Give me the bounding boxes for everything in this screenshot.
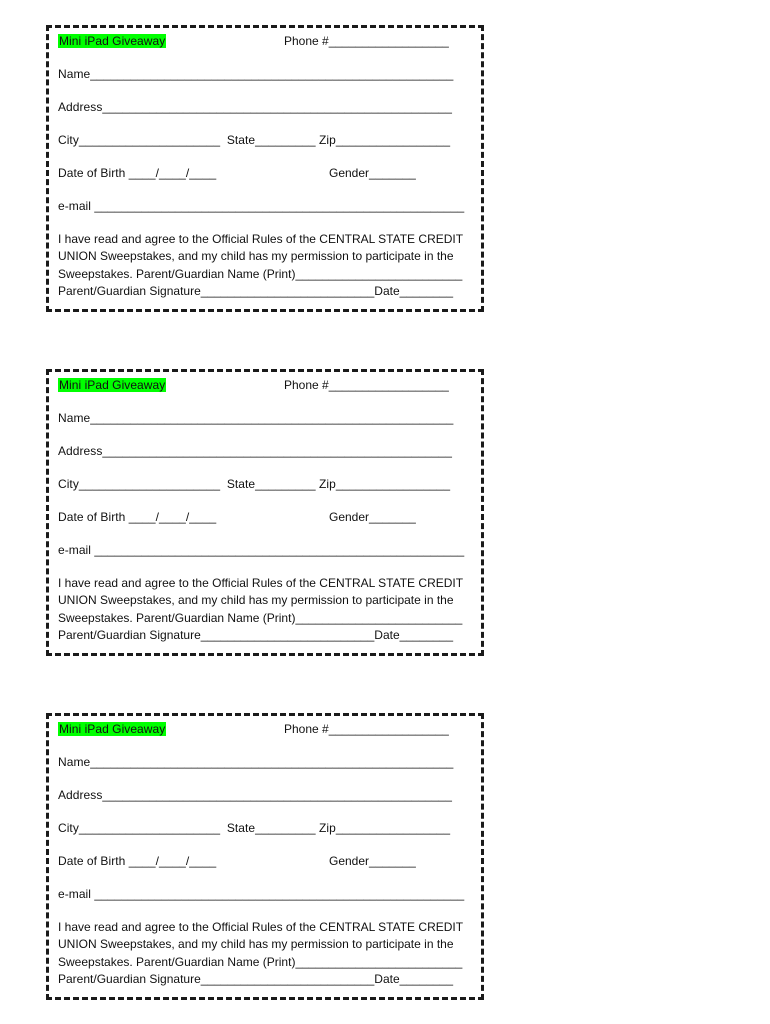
phone-field: Phone #__________________ <box>284 34 449 48</box>
agreement-line: Sweepstakes. Parent/Guardian Name (Print)_________________________ <box>58 954 463 969</box>
city-state-zip-field: City_____________________ State_________ Zip_________________ <box>58 821 451 835</box>
form-title-row <box>58 722 166 736</box>
agreement-line: Parent/Guardian Signature__________________________Date________ <box>58 283 454 298</box>
agreement-line: I have read and agree to the Official Rules of the CENTRAL STATE CREDIT <box>58 920 464 934</box>
entry-form-2 <box>46 369 484 656</box>
city-state-zip-field: City_____________________ State_________ Zip_________________ <box>58 133 451 147</box>
agreement-line: Parent/Guardian Signature__________________________Date________ <box>58 971 454 986</box>
agreement-line: Sweepstakes. Parent/Guardian Name (Print)_________________________ <box>58 610 463 625</box>
agreement-line: UNION Sweepstakes, and my child has my permission to participate in the <box>58 937 454 952</box>
agreement-line: UNION Sweepstakes, and my child has my permission to participate in the <box>58 249 454 264</box>
agreement-line: I have read and agree to the Official Rules of the CENTRAL STATE CREDIT <box>58 232 464 246</box>
agreement-line: Sweepstakes. Parent/Guardian Name (Print)_________________________ <box>58 266 463 281</box>
email-field: e-mail _______________________________________________________ <box>58 887 465 901</box>
agreement-text <box>58 231 483 300</box>
date-of-birth-field: Date of Birth ____/____/____ <box>58 510 217 524</box>
address-field: Address____________________________________________________ <box>58 444 453 458</box>
agreement-line: I have read and agree to the Official Rules of the CENTRAL STATE CREDIT <box>58 576 464 590</box>
date-of-birth-field: Date of Birth ____/____/____ <box>58 854 217 868</box>
address-field: Address____________________________________________________ <box>58 100 453 114</box>
phone-field: Phone #__________________ <box>284 378 449 392</box>
gender-field: Gender_______ <box>329 166 416 180</box>
agreement-line: UNION Sweepstakes, and my child has my permission to participate in the <box>58 593 454 608</box>
agreement-text <box>58 919 483 988</box>
email-field: e-mail _______________________________________________________ <box>58 199 465 213</box>
phone-field: Phone #__________________ <box>284 722 449 736</box>
agreement-line: Parent/Guardian Signature__________________________Date________ <box>58 627 454 642</box>
entry-form-1 <box>46 25 484 312</box>
form-title: Mini iPad Giveaway <box>59 722 166 736</box>
form-title: Mini iPad Giveaway <box>59 378 166 392</box>
gender-field: Gender_______ <box>329 854 416 868</box>
name-field: Name______________________________________________________ <box>58 411 454 425</box>
form-title-row <box>58 378 166 392</box>
name-field: Name______________________________________________________ <box>58 67 454 81</box>
form-title: Mini iPad Giveaway <box>59 34 166 48</box>
entry-form-3 <box>46 713 484 1000</box>
email-field: e-mail _______________________________________________________ <box>58 543 465 557</box>
form-title-row <box>58 34 166 48</box>
gender-field: Gender_______ <box>329 510 416 524</box>
city-state-zip-field: City_____________________ State_________ Zip_________________ <box>58 477 451 491</box>
name-field: Name______________________________________________________ <box>58 755 454 769</box>
agreement-text <box>58 575 483 644</box>
date-of-birth-field: Date of Birth ____/____/____ <box>58 166 217 180</box>
address-field: Address____________________________________________________ <box>58 788 453 802</box>
